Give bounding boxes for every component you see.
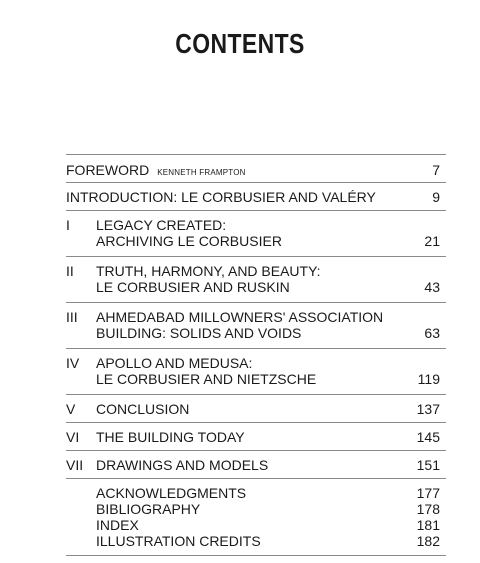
toc-entry-number: IV xyxy=(66,355,80,371)
toc-entry-chapter-4[interactable] xyxy=(66,349,446,395)
toc-entry-number: I xyxy=(66,217,70,233)
toc-entry-page: 181 xyxy=(416,517,440,533)
toc-entry-acknowledgments[interactable] xyxy=(66,485,446,501)
toc-entry-page: 9 xyxy=(432,189,440,205)
toc-entry-title: LEGACY CREATED: ARCHIVING LE CORBUSIER xyxy=(96,217,282,249)
toc-entry-foreword[interactable] xyxy=(66,155,446,183)
toc-entry-illustration-credits[interactable] xyxy=(66,533,446,549)
toc-entry-title: AHMEDABAD MILLOWNERS' ASSOCIATION BUILDING: SOLIDS AND VOIDS xyxy=(96,309,384,341)
toc-entry-title: FOREWORD KENNETH FRAMPTON xyxy=(66,162,246,178)
toc-entry-number: V xyxy=(66,401,76,417)
toc-entry-index[interactable] xyxy=(66,517,446,533)
toc-entry-title: INTRODUCTION: LE CORBUSIER AND VALÉRY xyxy=(66,189,376,205)
toc-entry-title: ILLUSTRATION CREDITS xyxy=(96,533,261,549)
toc-entry-page: 178 xyxy=(416,501,440,517)
toc-entry-title: TRUTH, HARMONY, AND BEAUTY: LE CORBUSIER AND RUSKIN xyxy=(96,263,321,295)
toc-entry-page: 21 xyxy=(424,233,440,249)
toc-entry-chapter-7[interactable] xyxy=(66,451,446,479)
toc-entry-chapter-6[interactable] xyxy=(66,423,446,451)
toc-entry-page: 119 xyxy=(417,371,440,387)
toc-entry-bibliography[interactable] xyxy=(66,501,446,517)
toc-entry-author: KENNETH FRAMPTON xyxy=(157,168,246,177)
toc-entry-number: III xyxy=(66,309,78,325)
toc-entry-page: 177 xyxy=(416,485,440,501)
toc-entry-page: 145 xyxy=(416,429,440,445)
toc-entry-page: 43 xyxy=(424,279,440,295)
toc-entry-chapter-3[interactable] xyxy=(66,303,446,349)
toc-entry-title: CONCLUSION xyxy=(96,401,190,417)
toc-back-matter xyxy=(66,479,446,556)
toc-entry-title: ACKNOWLEDGMENTS xyxy=(96,485,247,501)
page-title: CONTENTS xyxy=(175,28,305,59)
toc-entry-number: VII xyxy=(66,457,84,473)
toc-entry-page: 7 xyxy=(432,162,440,178)
toc-entry-page: 63 xyxy=(424,325,440,341)
toc-entry-title: APOLLO AND MEDUSA: LE CORBUSIER AND NIETZSCHE xyxy=(96,355,317,387)
toc-entry-chapter-2[interactable] xyxy=(66,257,446,303)
toc-entry-title: INDEX xyxy=(96,517,139,533)
table-of-contents xyxy=(66,154,446,556)
toc-entry-number: II xyxy=(66,263,74,279)
toc-entry-page: 182 xyxy=(416,533,440,549)
toc-entry-title: DRAWINGS AND MODELS xyxy=(96,457,269,473)
toc-entry-title: BIBLIOGRAPHY xyxy=(96,501,201,517)
toc-entry-chapter-5[interactable] xyxy=(66,395,446,423)
toc-entry-title: THE BUILDING TODAY xyxy=(96,429,245,445)
toc-entry-page: 151 xyxy=(416,457,440,473)
toc-entry-number: VI xyxy=(66,429,80,445)
toc-entry-introduction[interactable] xyxy=(66,183,446,211)
toc-entry-page: 137 xyxy=(416,401,440,417)
toc-entry-chapter-1[interactable] xyxy=(66,211,446,257)
